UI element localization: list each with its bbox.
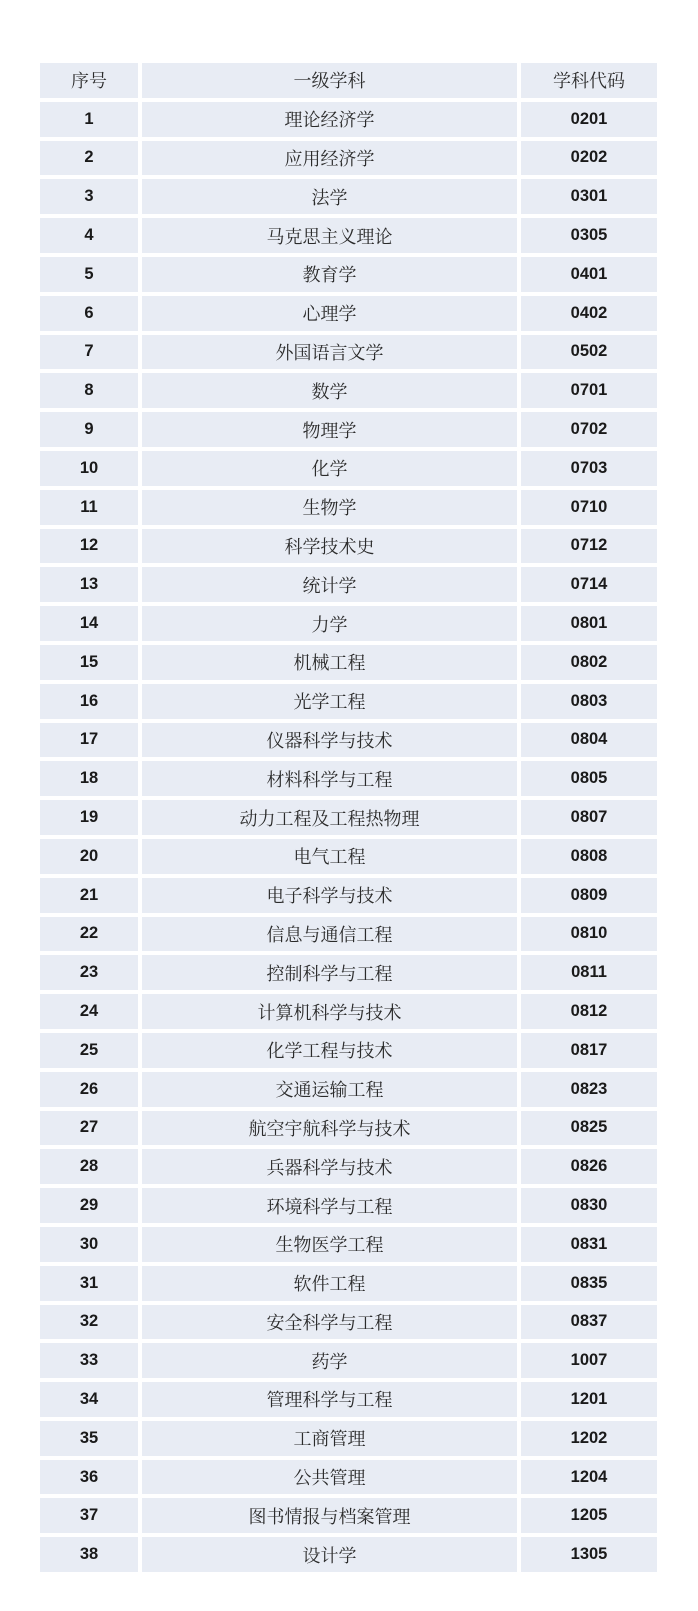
table-row: [40, 1305, 657, 1340]
discipline-cell: 力学: [142, 606, 517, 641]
row-index-cell: 17: [40, 723, 138, 758]
code-cell: 0804: [521, 723, 657, 758]
code-cell: 0702: [521, 412, 657, 447]
row-index-cell: 6: [40, 296, 138, 331]
code-cell: 0701: [521, 373, 657, 408]
discipline-cell: 化学工程与技术: [142, 1033, 517, 1068]
table-row: [40, 1188, 657, 1223]
table-body: [40, 102, 657, 1572]
row-index-cell: 29: [40, 1188, 138, 1223]
row-index-cell: 19: [40, 800, 138, 835]
code-cell: 0826: [521, 1149, 657, 1184]
code-cell: 0402: [521, 296, 657, 331]
discipline-cell: 法学: [142, 179, 517, 214]
code-cell: 0803: [521, 684, 657, 719]
table-row: [40, 684, 657, 719]
code-cell: 1204: [521, 1460, 657, 1495]
code-cell: 0831: [521, 1227, 657, 1262]
discipline-cell: 交通运输工程: [142, 1072, 517, 1107]
discipline-cell: 动力工程及工程热物理: [142, 800, 517, 835]
code-cell: 0305: [521, 218, 657, 253]
table-row: [40, 917, 657, 952]
table-row: [40, 257, 657, 292]
discipline-cell: 环境科学与工程: [142, 1188, 517, 1223]
code-cell: 0703: [521, 451, 657, 486]
discipline-cell: 生物学: [142, 490, 517, 525]
row-index-cell: 36: [40, 1460, 138, 1495]
table-row: [40, 373, 657, 408]
header-cell-index: 序号: [40, 63, 138, 98]
discipline-cell: 电气工程: [142, 839, 517, 874]
table-row: [40, 567, 657, 602]
code-cell: 0825: [521, 1111, 657, 1146]
code-cell: 0807: [521, 800, 657, 835]
code-cell: 0805: [521, 761, 657, 796]
discipline-cell: 光学工程: [142, 684, 517, 719]
discipline-cell: 航空宇航科学与技术: [142, 1111, 517, 1146]
table-row: [40, 141, 657, 176]
table-row: [40, 1227, 657, 1262]
table-header: [40, 63, 657, 98]
code-cell: 0835: [521, 1266, 657, 1301]
discipline-cell: 工商管理: [142, 1421, 517, 1456]
row-index-cell: 5: [40, 257, 138, 292]
discipline-cell: 材料科学与工程: [142, 761, 517, 796]
discipline-cell: 图书情报与档案管理: [142, 1498, 517, 1533]
table-row: [40, 761, 657, 796]
table-row: [40, 1111, 657, 1146]
header-cell-discipline: 一级学科: [142, 63, 517, 98]
table-row: [40, 839, 657, 874]
code-cell: 1007: [521, 1343, 657, 1378]
table-row: [40, 955, 657, 990]
code-cell: 0812: [521, 994, 657, 1029]
row-index-cell: 7: [40, 335, 138, 370]
table-row: [40, 412, 657, 447]
row-index-cell: 8: [40, 373, 138, 408]
table-row: [40, 179, 657, 214]
row-index-cell: 38: [40, 1537, 138, 1572]
discipline-cell: 马克思主义理论: [142, 218, 517, 253]
table-row: [40, 1460, 657, 1495]
row-index-cell: 32: [40, 1305, 138, 1340]
discipline-cell: 管理科学与工程: [142, 1382, 517, 1417]
row-index-cell: 37: [40, 1498, 138, 1533]
row-index-cell: 33: [40, 1343, 138, 1378]
row-index-cell: 30: [40, 1227, 138, 1262]
table-row: [40, 606, 657, 641]
discipline-cell: 安全科学与工程: [142, 1305, 517, 1340]
code-cell: 0830: [521, 1188, 657, 1223]
code-cell: 0802: [521, 645, 657, 680]
row-index-cell: 21: [40, 878, 138, 913]
row-index-cell: 34: [40, 1382, 138, 1417]
discipline-cell: 外国语言文学: [142, 335, 517, 370]
discipline-cell: 信息与通信工程: [142, 917, 517, 952]
discipline-table: [36, 59, 661, 1576]
row-index-cell: 9: [40, 412, 138, 447]
code-cell: 0801: [521, 606, 657, 641]
code-cell: 0809: [521, 878, 657, 913]
code-cell: 0712: [521, 529, 657, 564]
table-row: [40, 994, 657, 1029]
discipline-cell: 统计学: [142, 567, 517, 602]
row-index-cell: 4: [40, 218, 138, 253]
code-cell: 0714: [521, 567, 657, 602]
discipline-cell: 仪器科学与技术: [142, 723, 517, 758]
table-row: [40, 1421, 657, 1456]
row-index-cell: 27: [40, 1111, 138, 1146]
discipline-cell: 化学: [142, 451, 517, 486]
discipline-cell: 生物医学工程: [142, 1227, 517, 1262]
table-row: [40, 529, 657, 564]
table-row: [40, 451, 657, 486]
discipline-cell: 计算机科学与技术: [142, 994, 517, 1029]
code-cell: 0810: [521, 917, 657, 952]
row-index-cell: 24: [40, 994, 138, 1029]
table-row: [40, 335, 657, 370]
discipline-table-container: [36, 59, 661, 1576]
discipline-cell: 药学: [142, 1343, 517, 1378]
code-cell: 1202: [521, 1421, 657, 1456]
code-cell: 0837: [521, 1305, 657, 1340]
code-cell: 1201: [521, 1382, 657, 1417]
discipline-cell: 软件工程: [142, 1266, 517, 1301]
row-index-cell: 25: [40, 1033, 138, 1068]
table-row: [40, 102, 657, 137]
row-index-cell: 12: [40, 529, 138, 564]
code-cell: 0301: [521, 179, 657, 214]
code-cell: 1205: [521, 1498, 657, 1533]
row-index-cell: 35: [40, 1421, 138, 1456]
row-index-cell: 22: [40, 917, 138, 952]
row-index-cell: 18: [40, 761, 138, 796]
discipline-cell: 设计学: [142, 1537, 517, 1572]
code-cell: 0710: [521, 490, 657, 525]
table-row: [40, 723, 657, 758]
table-row: [40, 1149, 657, 1184]
header-cell-code: 学科代码: [521, 63, 657, 98]
row-index-cell: 11: [40, 490, 138, 525]
table-row: [40, 1266, 657, 1301]
code-cell: 1305: [521, 1537, 657, 1572]
row-index-cell: 23: [40, 955, 138, 990]
table-row: [40, 490, 657, 525]
discipline-cell: 物理学: [142, 412, 517, 447]
row-index-cell: 3: [40, 179, 138, 214]
table-row: [40, 1382, 657, 1417]
row-index-cell: 15: [40, 645, 138, 680]
code-cell: 0502: [521, 335, 657, 370]
row-index-cell: 31: [40, 1266, 138, 1301]
table-row: [40, 1343, 657, 1378]
discipline-cell: 电子科学与技术: [142, 878, 517, 913]
row-index-cell: 14: [40, 606, 138, 641]
table-row: [40, 878, 657, 913]
discipline-cell: 科学技术史: [142, 529, 517, 564]
code-cell: 0823: [521, 1072, 657, 1107]
code-cell: 0817: [521, 1033, 657, 1068]
row-index-cell: 1: [40, 102, 138, 137]
table-row: [40, 1498, 657, 1533]
row-index-cell: 10: [40, 451, 138, 486]
code-cell: 0201: [521, 102, 657, 137]
discipline-cell: 机械工程: [142, 645, 517, 680]
code-cell: 0202: [521, 141, 657, 176]
table-row: [40, 296, 657, 331]
discipline-cell: 公共管理: [142, 1460, 517, 1495]
table-row: [40, 1537, 657, 1572]
row-index-cell: 16: [40, 684, 138, 719]
row-index-cell: 20: [40, 839, 138, 874]
table-row: [40, 645, 657, 680]
row-index-cell: 13: [40, 567, 138, 602]
discipline-cell: 心理学: [142, 296, 517, 331]
table-row: [40, 800, 657, 835]
row-index-cell: 28: [40, 1149, 138, 1184]
table-row: [40, 1033, 657, 1068]
discipline-cell: 控制科学与工程: [142, 955, 517, 990]
code-cell: 0808: [521, 839, 657, 874]
discipline-cell: 应用经济学: [142, 141, 517, 176]
row-index-cell: 2: [40, 141, 138, 176]
discipline-cell: 数学: [142, 373, 517, 408]
table-row: [40, 1072, 657, 1107]
row-index-cell: 26: [40, 1072, 138, 1107]
discipline-cell: 兵器科学与技术: [142, 1149, 517, 1184]
discipline-cell: 理论经济学: [142, 102, 517, 137]
header-row: [40, 63, 657, 98]
table-row: [40, 218, 657, 253]
code-cell: 0401: [521, 257, 657, 292]
code-cell: 0811: [521, 955, 657, 990]
discipline-cell: 教育学: [142, 257, 517, 292]
